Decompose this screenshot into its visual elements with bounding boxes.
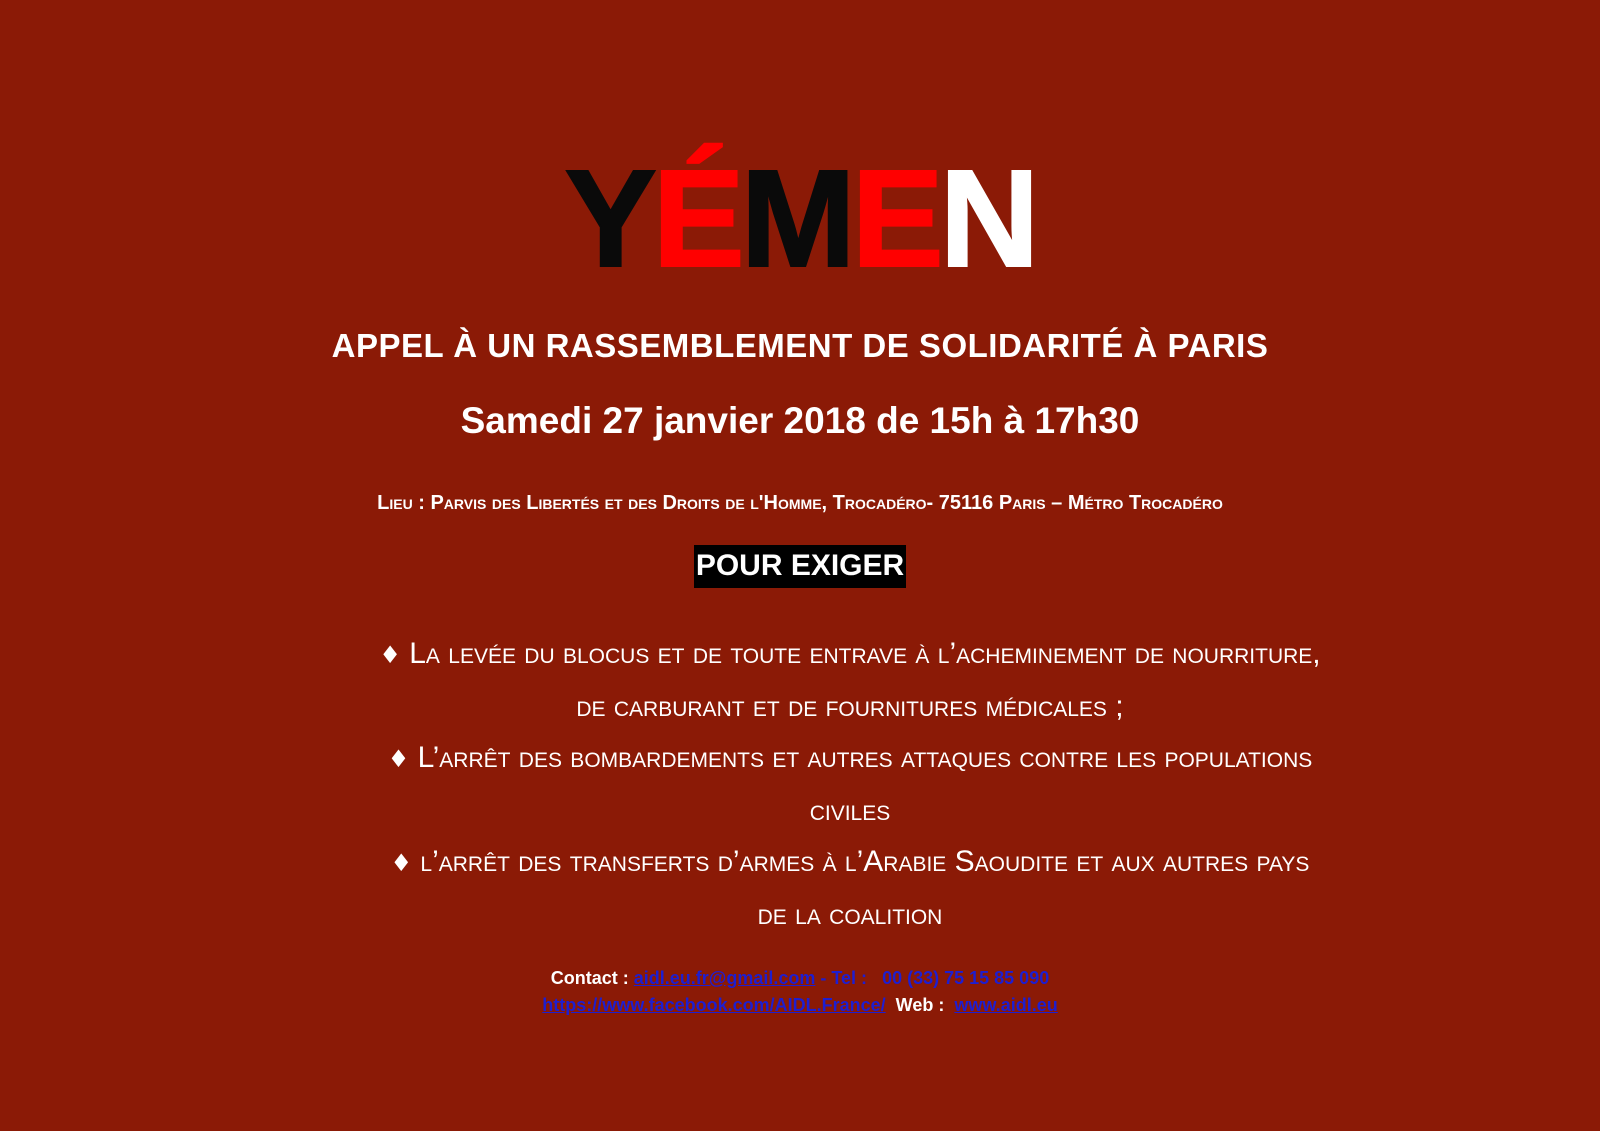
appeal-heading: APPEL À UN RASSEMBLEMENT DE SOLIDARITÉ À PARIS	[331, 327, 1269, 364]
title-letter-e-acute: É	[652, 142, 741, 296]
demand-text: La levée du blocus et de toute entrave à l’acheminement de nourriture, de carburant et de fournitures médicales ;	[409, 637, 1321, 723]
email-link[interactable]: aidl.eu.fr@gmail.com	[633, 968, 816, 988]
diamond-bullet-icon: ♦	[387, 745, 410, 773]
contact-line-2	[0, 992, 1600, 1019]
demand-header-wrap	[0, 545, 1600, 588]
title-letter-e: E	[851, 142, 940, 296]
diamond-bullet-icon: ♦	[379, 641, 401, 669]
contact-label: Contact :	[550, 968, 629, 988]
demand-text: L’arrêt des bombardements et autres attaques contre les populations civiles	[417, 741, 1313, 827]
tel-number: 00 (33) 75 15 85 090	[882, 968, 1050, 988]
tel-label: - Tel :	[820, 968, 868, 988]
demand-header: POUR EXIGER	[694, 545, 906, 588]
demands-list	[200, 628, 1500, 940]
facebook-link[interactable]: https://www.facebook.com/AIDL.France/	[542, 995, 886, 1015]
demand-item	[200, 628, 1500, 732]
web-label: Web :	[895, 995, 945, 1015]
yemen-title	[0, 142, 1600, 296]
demand-text: l’arrêt des transferts d’armes à l’Arabie Saoudite et aux autres pays de la coalition	[420, 845, 1310, 931]
contact-block	[0, 965, 1600, 1019]
diamond-bullet-icon: ♦	[390, 849, 413, 877]
demand-item	[200, 732, 1500, 836]
event-location: Lieu : Parvis des Libertés et des Droits de l'Homme, Trocadéro- 75116 Paris – Métro Trocadéro	[377, 492, 1223, 514]
contact-line-1	[0, 965, 1600, 992]
title-letter-m: M	[740, 142, 852, 296]
title-letter-y: Y	[564, 142, 653, 296]
title-letter-n: N	[939, 142, 1036, 296]
event-date: Samedi 27 janvier 2018 de 15h à 17h30	[460, 400, 1140, 441]
web-link[interactable]: www.aidl.eu	[954, 995, 1058, 1015]
demand-item	[200, 836, 1500, 940]
